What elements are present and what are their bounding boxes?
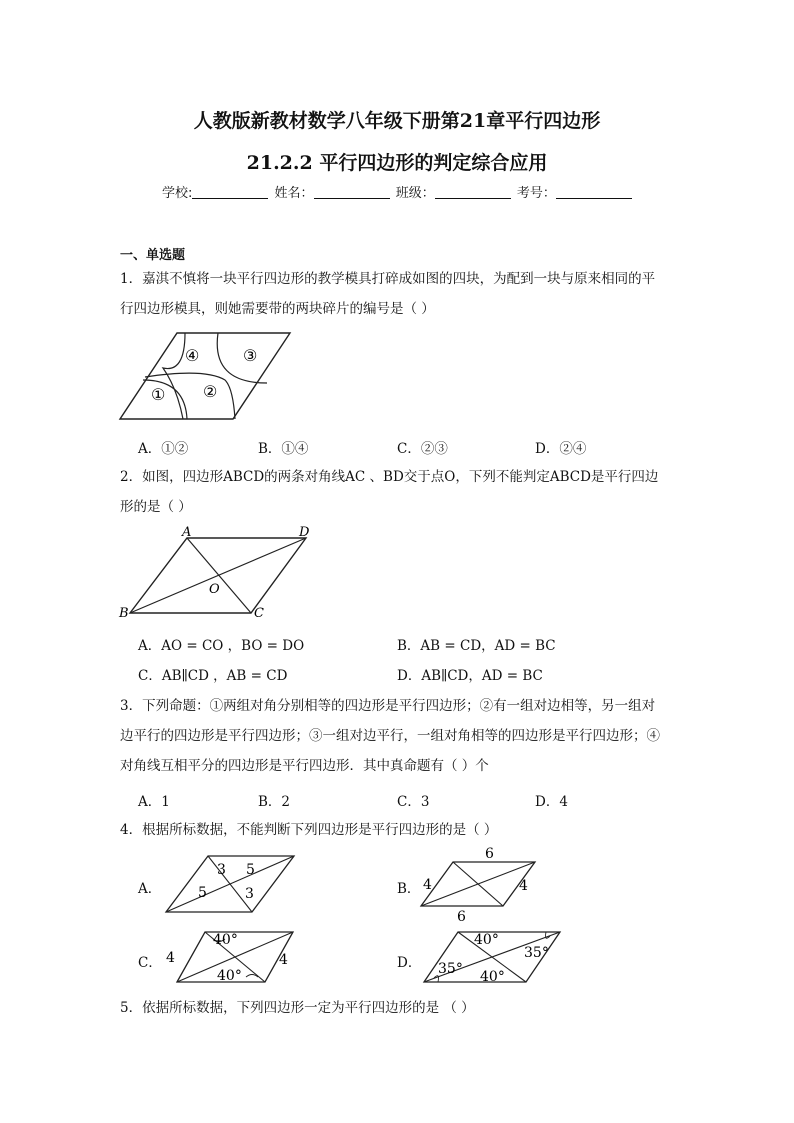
school-blank[interactable]	[192, 186, 268, 199]
q3-line2: 边平行的四边形是平行四边形；③一组对边平行，一组对角相等的四边形是平行四边形；④	[120, 728, 660, 744]
q4b-label-top: 6	[485, 846, 494, 862]
q2-vertex-d: D	[299, 525, 310, 540]
q2-option-a[interactable]: A．AO = CO ，BO = DO	[138, 638, 305, 654]
question-4-stem	[120, 815, 680, 845]
q1-option-b[interactable]: B．①④	[258, 441, 309, 457]
q3-line3: 对角线互相平分的四边形是平行四边形．其中真命题有（ ）个	[120, 758, 489, 774]
question-5-stem	[120, 993, 680, 1023]
question-3-stem	[120, 691, 680, 781]
q4a-label-top-left: 3	[217, 862, 226, 878]
q4-figure-a	[160, 852, 300, 918]
q4-figure-d	[420, 928, 565, 988]
q2-line1: 2．如图，四边形ABCD的两条对角线AC 、BD交于点O，下列不能判定ABCD是平行四边	[120, 469, 659, 485]
q4d-label-angle-right: 35°	[524, 945, 549, 961]
q4b-label-right: 4	[519, 878, 528, 894]
q1-label-1: ①	[151, 385, 166, 404]
q1-line1: 1．嘉淇不慎将一块平行四边形的教学模具打碎成如图的四块，为配到一块与原来相同的平	[120, 271, 656, 287]
q3-option-c[interactable]: C．3	[397, 794, 430, 810]
question-1-stem	[120, 264, 680, 324]
q4-option-d[interactable]: D．	[397, 955, 422, 971]
q2-vertex-a: A	[182, 525, 192, 540]
q4-option-c[interactable]: C．	[138, 955, 162, 971]
q3-option-b[interactable]: B．2	[258, 794, 291, 810]
q4d-label-angle-bottom: 40°	[480, 969, 505, 985]
q3-option-d[interactable]: D．4	[535, 794, 568, 810]
q2-point-o: O	[209, 582, 220, 597]
question-2-stem	[120, 462, 680, 522]
q1-figure-parallelogram	[115, 328, 300, 424]
q4a-diagonal-2	[166, 856, 294, 912]
q4b-diagonal-2	[421, 862, 535, 906]
q2-option-d[interactable]: D．AB∥CD，AD = BC	[397, 668, 543, 684]
q4d-label-angle-left: 35°	[438, 961, 463, 977]
student-info-line	[162, 182, 634, 201]
q4c-label-angle-bottom: 40°	[217, 968, 242, 984]
q4-figure-b	[415, 844, 540, 924]
exam-id-label: 考号：	[516, 186, 556, 201]
q1-line2: 行四边形模具，则她需要带的两块碎片的编号是（ ）	[120, 301, 435, 317]
q2-option-b[interactable]: B．AB = CD，AD = BC	[397, 638, 556, 654]
q1-option-d[interactable]: D．②④	[535, 441, 587, 457]
doc-title: 人教版新教材数学八年级下册第21章平行四边形	[193, 110, 601, 132]
q4-option-b[interactable]: B．	[397, 881, 421, 897]
school-label: 学校:	[162, 186, 193, 201]
q1-option-a[interactable]: A．①②	[138, 441, 189, 457]
q3-line1: 3．下列命题：①两组对角分别相等的四边形是平行四边形；②有一组对边相等，另一组对	[120, 698, 656, 714]
q4a-label-bottom-right: 3	[245, 886, 254, 902]
q2-diagonal-bd	[130, 538, 306, 613]
q1-label-2: ②	[203, 382, 218, 401]
q4-figure-c	[163, 928, 298, 988]
q4b-label-bottom: 6	[457, 909, 466, 924]
q4a-label-top-right: 5	[246, 862, 255, 878]
q4c-label-right: 4	[279, 952, 288, 968]
exam-id-blank[interactable]	[556, 186, 632, 199]
class-blank[interactable]	[435, 186, 511, 199]
q1-parallelogram-outline	[120, 333, 290, 419]
q1-label-4: ④	[185, 346, 200, 365]
class-label: 班级：	[395, 186, 435, 201]
q4-line1: 4．根据所标数据，不能判断下列四边形是平行四边形的是（ ）	[120, 822, 498, 838]
q4c-label-angle-top: 40°	[213, 932, 238, 948]
q2-figure-parallelogram	[115, 524, 315, 620]
q2-option-c[interactable]: C．AB∥CD ，AB = CD	[138, 668, 288, 684]
name-blank[interactable]	[314, 186, 390, 199]
name-label: 姓名：	[274, 186, 314, 201]
q1-crack-left	[163, 333, 185, 419]
q4b-label-left: 4	[423, 877, 432, 893]
q5-line1: 5．依据所标数据，下列四边形一定为平行四边形的是 （ ）	[120, 1000, 475, 1016]
q2-line2: 形的是（ ）	[120, 499, 192, 515]
q3-option-a[interactable]: A．1	[138, 794, 170, 810]
q2-vertex-c: C	[254, 606, 264, 620]
q4d-label-angle-top: 40°	[474, 932, 499, 948]
q2-vertex-b: B	[119, 606, 129, 620]
q4-option-a[interactable]: A．	[138, 881, 162, 897]
q1-label-3: ③	[243, 346, 258, 365]
section-heading: 一、单选题	[120, 248, 186, 263]
q1-option-c[interactable]: C．②③	[397, 441, 448, 457]
q4c-label-left: 4	[166, 950, 175, 966]
q4a-label-bottom-left: 5	[198, 885, 207, 901]
doc-subtitle: 21.2.2 平行四边形的判定综合应用	[246, 152, 548, 174]
